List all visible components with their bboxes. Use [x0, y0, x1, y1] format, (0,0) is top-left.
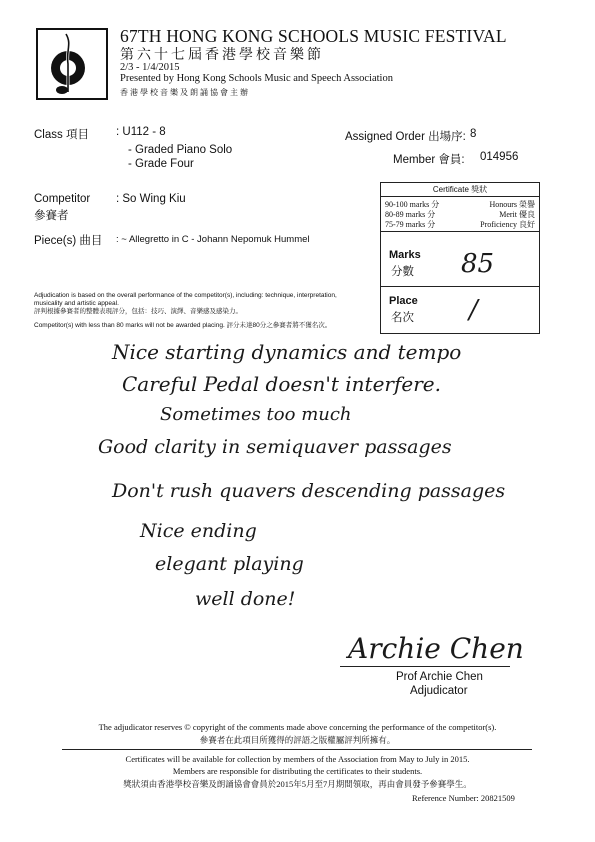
copyright-note: The adjudicator reserves © copyright of the comments made above concerning the performance of the competitor(s).	[98, 722, 497, 732]
certificate-award: Merit 優良	[499, 210, 535, 219]
certificate-award: Honours 榮譽	[489, 200, 535, 209]
signature-line	[340, 666, 510, 667]
footer-divider	[62, 749, 532, 750]
certificate-award: Proficiency 良好	[480, 220, 535, 229]
assigned-order-value: 8	[470, 128, 477, 140]
marks-label: Marks	[389, 249, 421, 261]
piece-title: : ~ Allegretto in C - Johann Nepomuk Hummel	[116, 234, 310, 245]
adjudication-note-en: Adjudication is based on the overall performance of the competitor(s), including: technique, interpretation, musicality and artistic appeal.	[34, 292, 337, 307]
comment-line: elegant playing	[155, 553, 304, 575]
comment-line: Nice starting dynamics and tempo	[112, 340, 462, 364]
place-label: Place	[389, 295, 418, 307]
marks-label-cn: 分數	[391, 266, 414, 278]
piece-label: Piece(s) 曲目	[34, 235, 103, 247]
competitor-label-cn: 參賽者	[34, 210, 69, 222]
comment-line: well done!	[195, 588, 296, 610]
comment-line: Don't rush quavers descending passages	[112, 480, 506, 502]
festival-title: 67TH HONG KONG SCHOOLS MUSIC FESTIVAL	[120, 26, 507, 46]
comment-line: Good clarity in semiquaver passages	[98, 436, 452, 458]
festival-logo	[36, 28, 108, 100]
divider	[381, 231, 539, 232]
adjudication-note	[34, 292, 364, 316]
marks-value: 85	[461, 249, 495, 279]
class-line-2: - Grade Four	[128, 158, 194, 170]
certificate-row	[385, 219, 535, 230]
presented-by: Presented by Hong Kong Schools Music and Speech Association	[120, 73, 393, 84]
divider	[381, 286, 539, 287]
festival-title-cn: 第六十七屆香港學校音樂節	[120, 48, 324, 63]
class-line-1: - Graded Piano Solo	[128, 144, 233, 156]
presented-by-cn: 香港學校音樂及朗誦協會主辦	[120, 88, 250, 97]
certificate-range: 80-89 marks 分	[385, 210, 436, 219]
comment-line: Careful Pedal doesn't interfere.	[122, 372, 441, 396]
class-label: Class 項目	[34, 129, 89, 141]
adjudicator-title: Adjudicator	[410, 685, 468, 697]
adjudicator-name: Prof Archie Chen	[396, 671, 483, 683]
copyright-note-cn: 參賽者在此項目所獲得的評語之版權屬評判所擁有。	[199, 735, 396, 745]
assigned-order-label: Assigned Order 出場序:	[345, 131, 466, 143]
member-value: 014956	[480, 151, 519, 163]
certificate-title: Certificate 獎狀	[381, 183, 539, 197]
member-label: Member 會員:	[393, 154, 465, 166]
comment-line: Sometimes too much	[160, 404, 352, 425]
comment-line: Nice ending	[140, 520, 257, 542]
competitor-name: : So Wing Kiu	[116, 193, 186, 205]
collection-note-cn: 獎狀須由香港學校音樂及朗誦協會會員於2015年5月至7月期間領取，再由會員發予參賽學生。	[123, 779, 472, 789]
reference-number: Reference Number: 20821509	[412, 793, 515, 803]
festival-dates: 2/3 - 1/4/2015	[120, 62, 180, 73]
place-value: /	[469, 295, 478, 325]
competitor-label: Competitor	[34, 193, 91, 205]
adjudicator-signature: Archie Chen	[348, 632, 524, 665]
class-code: : U112 - 8	[116, 126, 166, 138]
adjudication-note-cn: 評判根據參賽者的整體表現評分，包括：技巧、演繹、音樂感及感染力。	[34, 308, 242, 315]
certificate-range: 75-79 marks 分	[385, 220, 436, 229]
collection-note: Certificates will be available for collection by members of the Association from May to July in 2015.	[125, 754, 470, 764]
certificate-box	[380, 182, 540, 334]
responsibility-note: Members are responsible for distributing the certificates to their students.	[172, 766, 423, 776]
certificate-range: 90-100 marks 分	[385, 200, 440, 209]
place-label-cn: 名次	[391, 312, 414, 324]
placing-note: Competitor(s) with less than 80 marks will not be awarded placing. 評分未達80分之參賽者將不獲名次。	[34, 322, 332, 329]
